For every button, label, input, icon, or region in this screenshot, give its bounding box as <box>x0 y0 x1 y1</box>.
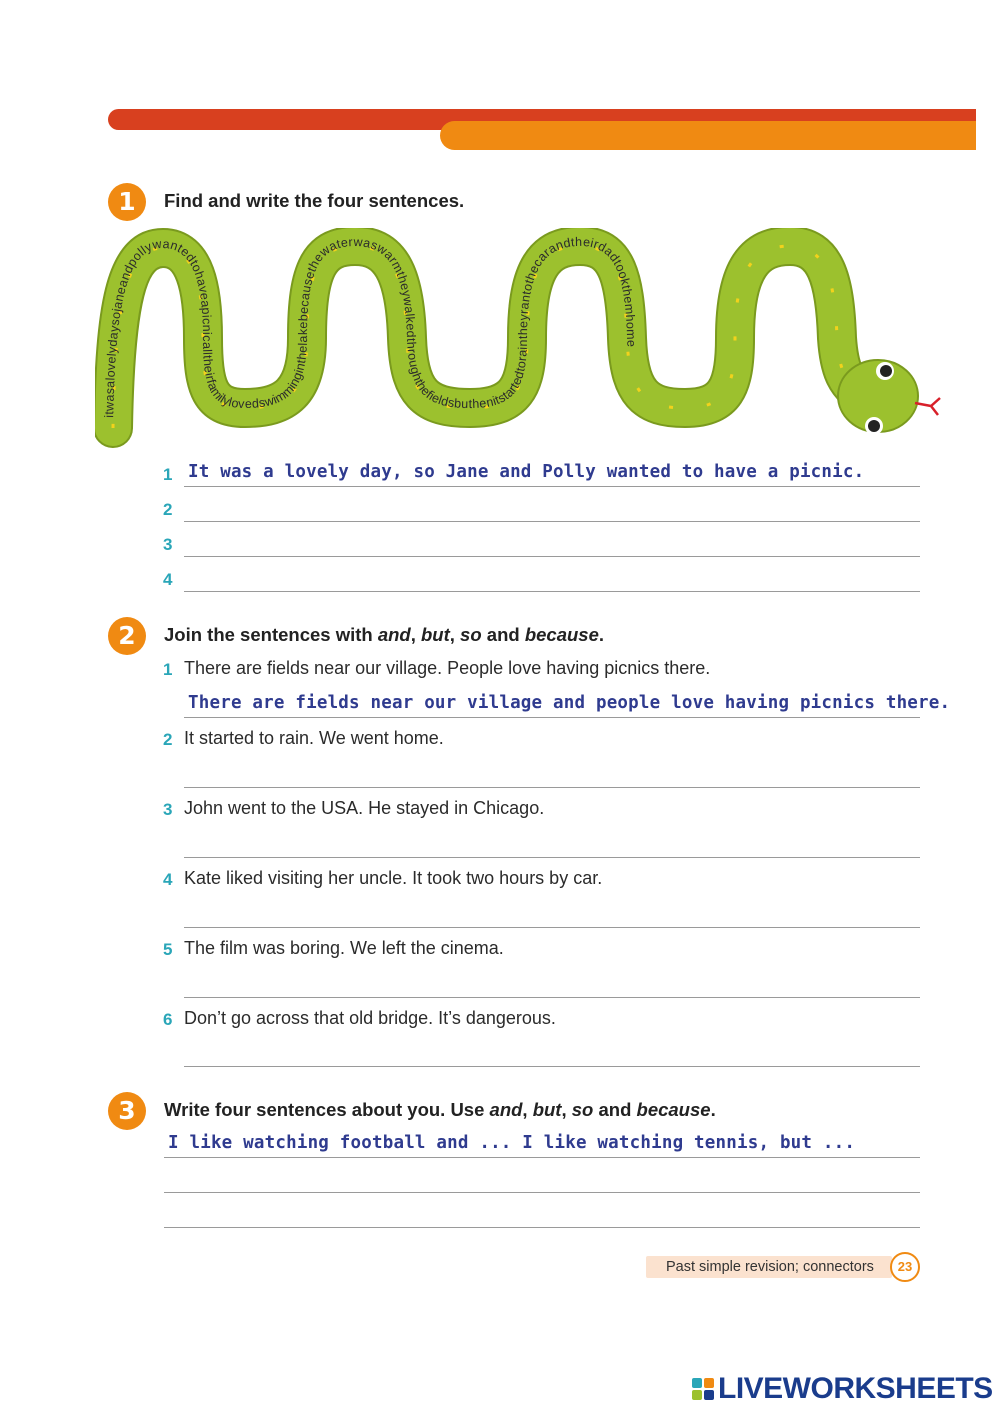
heading-text: . <box>598 624 604 645</box>
heading-text: , <box>410 624 421 645</box>
snake-letters-path: itwasalovelydaysojaneandpollywantedtohaveapicnicalltheirfamilylovedswimminginthelakebecausethewaterwaswarmtheywalkedthroughthefieldsbuthenitstartedtoraintheyrantothecarandtheirdadtookthemhome <box>102 234 639 418</box>
heading-word-because: because <box>524 624 599 645</box>
exercise-2-heading <box>164 624 604 646</box>
snake-eye-right <box>868 420 880 432</box>
answer-line <box>184 857 920 858</box>
ex2-prompt: Don’t go across that old bridge. It’s dangerous. <box>184 1008 556 1028</box>
snake-tongue <box>915 398 940 415</box>
answer-line <box>184 521 920 522</box>
ex1-answer-1[interactable]: It was a lovely day, so Jane and Polly wanted to have a picnic. <box>188 462 865 482</box>
answer-line <box>184 1066 920 1067</box>
heading-word-and: and <box>377 624 411 645</box>
heading-text: , <box>561 1099 572 1120</box>
heading-text: , <box>449 624 461 645</box>
heading-word-so: so <box>460 624 482 645</box>
answer-line <box>184 717 920 718</box>
heading-word-but: but <box>421 624 450 645</box>
ex1-item-number: 4 <box>163 570 173 589</box>
ex2-item-number: 6 <box>163 1010 173 1029</box>
ex1-item-number: 2 <box>163 500 173 519</box>
ex2-prompt: There are fields near our village. People love having picnics there. <box>184 658 711 678</box>
exercise-1-heading: Find and write the four sentences. <box>164 190 465 211</box>
exercise-2-number: 2 <box>108 617 146 655</box>
answer-line <box>164 1227 920 1228</box>
ex2-item-number: 4 <box>163 870 173 889</box>
ex2-item-number: 3 <box>163 800 173 819</box>
heading-text: Join the sentences with <box>164 624 378 645</box>
answer-line <box>164 1192 920 1193</box>
heading-text: , <box>522 1099 533 1120</box>
heading-word-but: but <box>532 1099 562 1120</box>
answer-line <box>184 556 920 557</box>
heading-text: and <box>481 624 525 645</box>
ex2-answer-1[interactable]: There are fields near our village and people love having picnics there. <box>188 693 951 713</box>
ex2-item-number: 5 <box>163 940 173 959</box>
answer-line <box>184 486 920 487</box>
ex2-item-number: 2 <box>163 730 173 749</box>
ex2-prompt: It started to rain. We went home. <box>184 728 444 748</box>
exercise-3-number: 3 <box>108 1092 146 1130</box>
brand-name[interactable]: LIVEWORKSHEETS <box>718 1372 993 1405</box>
heading-word-because: because <box>636 1099 711 1120</box>
footer-topic-label: Past simple revision; connectors <box>646 1256 892 1278</box>
answer-line <box>184 927 920 928</box>
heading-word-and: and <box>489 1099 523 1120</box>
exercise-1-number: 1 <box>108 183 146 221</box>
answer-line <box>184 787 920 788</box>
ex2-prompt: The film was boring. We left the cinema. <box>184 938 504 958</box>
snake-illustration <box>95 228 955 458</box>
answer-line <box>184 997 920 998</box>
page-number: 23 <box>890 1252 920 1282</box>
snake-eye-left <box>880 365 892 377</box>
exercise-3-heading <box>164 1099 716 1121</box>
ex2-prompt: John went to the USA. He stayed in Chicago. <box>184 798 545 818</box>
ex1-item-number: 1 <box>163 465 173 484</box>
heading-text: . <box>710 1099 716 1120</box>
heading-text: Write four sentences about you. Use <box>164 1099 490 1120</box>
ex2-prompt: Kate liked visiting her uncle. It took two hours by car. <box>184 868 603 888</box>
heading-text: and <box>593 1099 637 1120</box>
liveworksheets-logo-icon <box>692 1378 714 1400</box>
answer-line <box>164 1157 920 1158</box>
ex2-item-number: 1 <box>163 660 173 679</box>
ex3-answer-1[interactable]: I like watching football and ... I like watching tennis, but ... <box>168 1133 856 1153</box>
ex1-item-number: 3 <box>163 535 173 554</box>
header-bar-orange <box>440 121 976 150</box>
heading-word-so: so <box>571 1099 594 1120</box>
answer-line <box>184 591 920 592</box>
